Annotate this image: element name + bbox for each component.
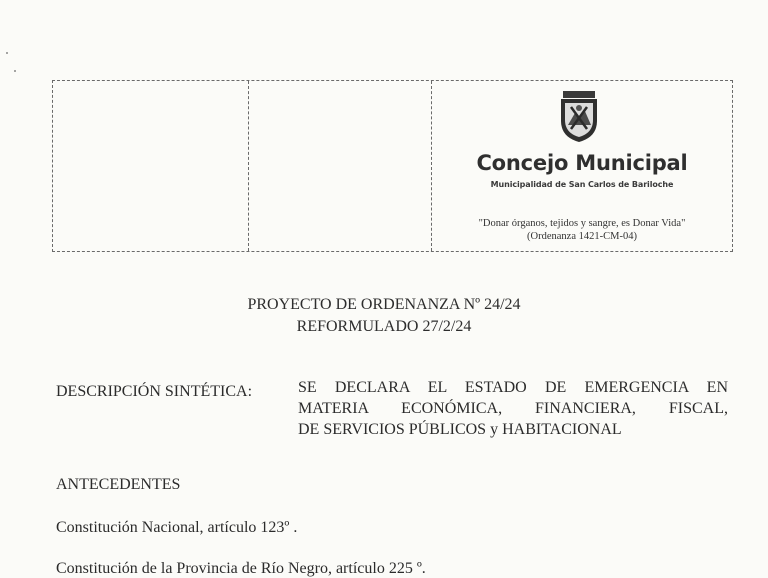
description-label: DESCRIPCIÓN SINTÉTICA: (56, 383, 253, 400)
document-title: PROYECTO DE ORDENANZA Nº 24/24 (247, 296, 521, 313)
motto (432, 217, 732, 243)
letterhead-table (52, 80, 733, 252)
letterhead-cell-logo (432, 81, 732, 251)
description-line: SE DECLARA EL ESTADO DE EMERGENCIA EN (298, 379, 728, 396)
document-subtitle: REFORMULADO 27/2/24 (296, 318, 472, 335)
letterhead-cell-empty-middle (249, 81, 432, 251)
description-text (298, 377, 728, 440)
section-heading: ANTECEDENTES (56, 476, 181, 493)
org-name: Concejo Municipal (476, 151, 688, 175)
municipal-coat-of-arms-icon (557, 91, 601, 143)
scan-speck (6, 52, 8, 54)
motto-text: "Donar órganos, tejidos y sangre, es Donar Vida" (478, 218, 686, 229)
description-line: MATERIA ECONÓMICA, FINANCIERA, FISCAL, (298, 400, 728, 417)
letterhead-cell-empty-left (53, 81, 249, 251)
motto-reference: (Ordenanza 1421-CM-04) (527, 231, 637, 242)
reference-item: Constitución Nacional, artículo 123º . (56, 519, 298, 536)
description-line: DE SERVICIOS PÚBLICOS y HABITACIONAL (298, 421, 622, 438)
reference-item: Constitución de la Provincia de Río Negro, artículo 225 º. (56, 560, 426, 577)
org-subtitle: Municipalidad de San Carlos de Bariloche (490, 180, 674, 189)
scan-speck (14, 70, 16, 72)
